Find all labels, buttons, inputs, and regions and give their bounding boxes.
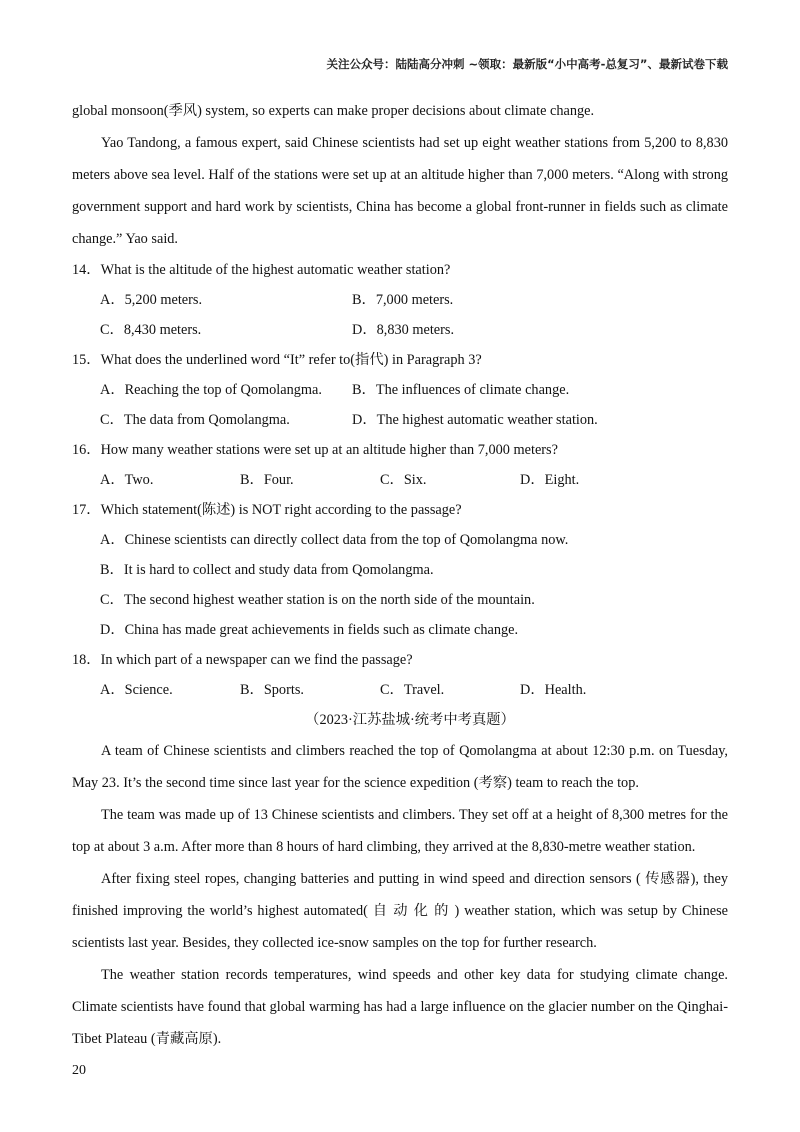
question-18-options bbox=[72, 675, 728, 705]
question-15-option-c: C．The data from Qomolangma. bbox=[100, 412, 290, 428]
source-citation: （2023·江苏盐城·统考中考真题） bbox=[305, 712, 515, 728]
question-17-option-d: D．China has made great achievements in fields such as climate change. bbox=[100, 622, 519, 638]
question-16-option-d: D．Eight. bbox=[520, 472, 580, 488]
paragraph-fixing-station: After fixing steel ropes, changing batteries and putting in wind speed and direction sensors ( 传感器), they finished improving the world’s highest automated( 自 动 化 的 ) weather station, which was setup by Chinese scientists last year. Besides, they collected ice-snow samples on the top for further research. bbox=[72, 871, 728, 951]
question-17-option-c: C．The second highest weather station is on the north side of the mountain. bbox=[100, 592, 535, 608]
paragraph-continued: global monsoon(季风) system, so experts can make proper decisions about climate change. bbox=[72, 103, 595, 119]
paragraph-weather-records: The weather station records temperatures, wind speeds and other key data for studying climate change. Climate scientists have found that global warming has had a large influence on the glacier number on the Qinghai-Tibet Plateau (青藏高原). bbox=[72, 967, 728, 1047]
question-16-stem: 16．How many weather stations were set up at an altitude higher than 7,000 meters? bbox=[72, 442, 558, 458]
question-15-option-a: A．Reaching the top of Qomolangma. bbox=[100, 382, 322, 398]
question-17-option-a: A．Chinese scientists can directly collect data from the top of Qomolangma now. bbox=[100, 532, 569, 548]
question-15-option-d: D．The highest automatic weather station. bbox=[352, 412, 598, 428]
question-14-option-b: B．7,000 meters. bbox=[352, 292, 454, 308]
question-16-options bbox=[72, 465, 728, 495]
question-15-options-row-1 bbox=[72, 375, 728, 405]
question-14-option-c: C．8,430 meters. bbox=[100, 322, 202, 338]
question-15-options-row-2 bbox=[72, 405, 728, 435]
question-15-option-b: B．The influences of climate change. bbox=[352, 382, 570, 398]
page-header: 关注公众号：陆陆高分冲刺 ~领取：最新版“小中高考-总复习”、最新试卷下载 bbox=[326, 57, 728, 71]
question-14-option-a: A．5,200 meters. bbox=[100, 292, 203, 308]
question-14-option-d: D．8,830 meters. bbox=[352, 322, 455, 338]
question-14-stem: 14．What is the altitude of the highest automatic weather station? bbox=[72, 262, 451, 278]
question-14-options-row-2 bbox=[72, 315, 728, 345]
question-16-option-c: C．Six. bbox=[380, 472, 427, 488]
paragraph-team-reached-top: A team of Chinese scientists and climbers reached the top of Qomolangma at about 12:30 p.m. on Tuesday, May 23. It’s the second time since last year for the science expedition (考察) team to reach the top. bbox=[72, 743, 728, 791]
page-content bbox=[72, 95, 728, 1055]
question-18-option-c: C．Travel. bbox=[380, 682, 445, 698]
question-18-option-d: D．Health. bbox=[520, 682, 587, 698]
page-number: 20 bbox=[72, 1063, 86, 1078]
question-14-options-row-1 bbox=[72, 285, 728, 315]
question-18-option-a: A．Science. bbox=[100, 682, 173, 698]
question-18-stem: 18．In which part of a newspaper can we find the passage? bbox=[72, 652, 413, 668]
question-16-option-a: A．Two. bbox=[100, 472, 154, 488]
question-18-option-b: B．Sports. bbox=[240, 682, 304, 698]
paragraph-yao-tandong: Yao Tandong, a famous expert, said Chinese scientists had set up eight weather stations from 5,200 to 8,830 meters above sea level. Half of the stations were set up at an altitude higher than 7,000 meters. “Along with strong government support and hard work by scientists, China has become a global front-runner in fields such as climate change.” Yao said. bbox=[72, 135, 728, 247]
paragraph-team-members: The team was made up of 13 Chinese scientists and climbers. They set off at a height of 8,300 metres for the top at about 3 a.m. After more than 8 hours of hard climbing, they arrived at the 8,830-metre weather station. bbox=[72, 807, 728, 855]
question-16-option-b: B．Four. bbox=[240, 472, 294, 488]
question-17-stem: 17．Which statement(陈述) is NOT right according to the passage? bbox=[72, 502, 462, 518]
question-15-stem: 15．What does the underlined word “It” refer to(指代) in Paragraph 3? bbox=[72, 352, 482, 368]
question-17-option-b: B．It is hard to collect and study data from Qomolangma. bbox=[100, 562, 434, 578]
